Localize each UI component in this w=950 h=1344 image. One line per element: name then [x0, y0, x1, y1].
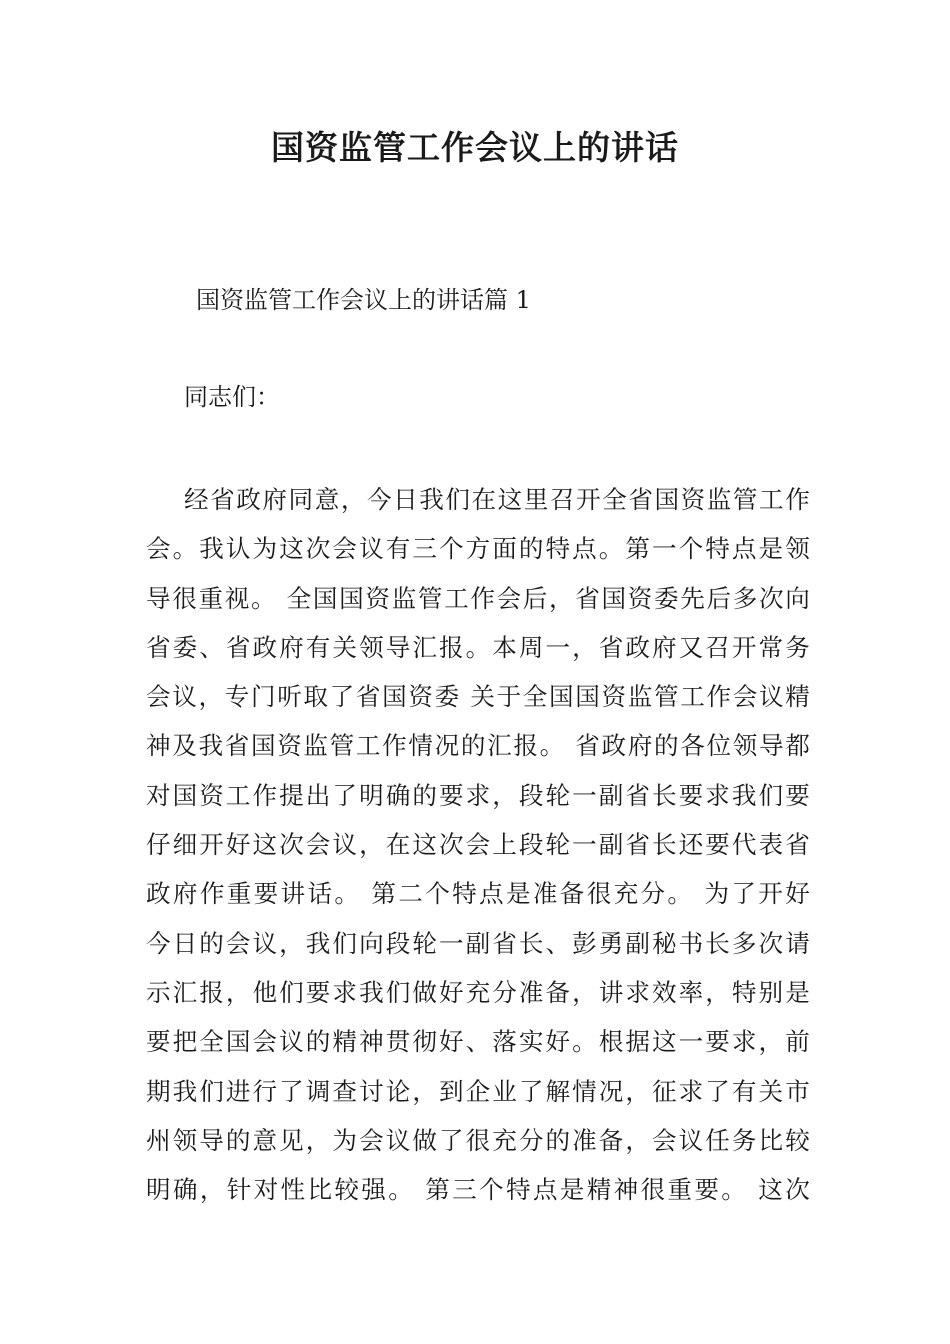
body-line: 今日的会议，我们向段轮一副省长、彭勇副秘书长多次请 — [146, 928, 810, 958]
body-line: 要把全国会议的精神贯彻好、落实好。根据这一要求，前 — [146, 1027, 810, 1057]
body-line: 州领导的意见，为会议做了很充分的准备，会议任务比较 — [146, 1125, 810, 1155]
section-subheading: 国资监管工作会议上的讲话篇 1 — [196, 286, 531, 314]
body-line: 对国资工作提出了明确的要求，段轮一副省长要求我们要 — [146, 780, 810, 810]
body-line: 省委、省政府有关领导汇报。本周一，省政府又召开常务 — [146, 632, 810, 662]
body-line: 明确，针对性比较强。 第三个特点是精神很重要。 这次 — [146, 1175, 810, 1205]
body-line: 政府作重要讲话。 第二个特点是准备很充分。 为了开好 — [146, 879, 810, 909]
document-title: 国资监管工作会议上的讲话 — [271, 128, 679, 167]
body-line: 仔细开好这次会议，在这次会上段轮一副省长还要代表省 — [146, 830, 810, 860]
body-line: 神及我省国资监管工作情况的汇报。 省政府的各位领导都 — [146, 731, 810, 761]
body-line: 示汇报，他们要求我们做好充分准备，讲求效率，特别是 — [146, 977, 810, 1007]
body-paragraph — [146, 475, 810, 1214]
body-line: 会议，专门听取了省国资委 关于全国国资监管工作会议精 — [146, 682, 810, 712]
salutation: 同志们： — [184, 383, 280, 411]
body-line: 期我们进行了调查讨论，到企业了解情况，征求了有关市 — [146, 1076, 810, 1106]
body-line: 会。我认为这次会议有三个方面的特点。第一个特点是领 — [146, 534, 810, 564]
body-line: 经省政府同意，今日我们在这里召开全省国资监管工作 — [184, 485, 810, 514]
body-line: 导很重视。 全国国资监管工作会后，省国资委先后多次向 — [146, 583, 810, 613]
